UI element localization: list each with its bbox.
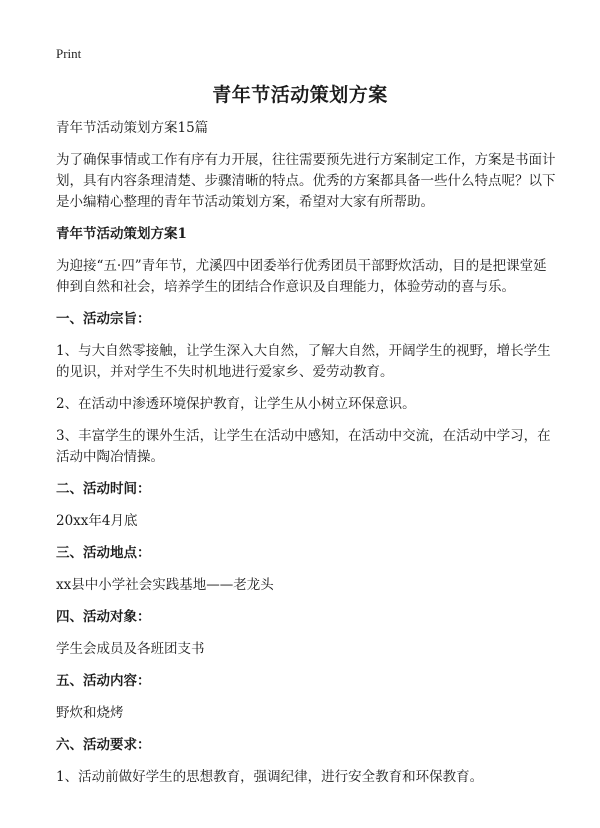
content-value: 野炊和烧烤 — [56, 705, 124, 721]
time-heading: 二、活动时间： — [56, 481, 151, 497]
purpose-item: 1、与大自然零接触，让学生深入大自然，了解大自然，开阔学生的视野，增长学生的见识，并对学生不失时机地进行爱家乡、爱劳动教育。 — [56, 343, 551, 380]
requirement-item: 1、活动前做好学生的思想教育，强调纪律，进行安全教育和环保教育。 — [56, 769, 484, 785]
place-heading: 三、活动地点： — [56, 545, 151, 561]
target-value: 学生会成员及各班团支书 — [56, 641, 205, 657]
target-heading: 四、活动对象： — [56, 609, 151, 625]
purpose-heading: 一、活动宗旨： — [56, 311, 151, 327]
intro-paragraph: 为了确保事情或工作有序有力开展，往往需要预先进行方案制定工作，方案是书面计划，具有内容条理清楚、步骤清晰的特点。优秀的方案都具备一些什么特点呢？以下是小编精心整理的青年节活动策划方案，希望对大家有所帮助。 — [56, 152, 556, 210]
time-value: 20xx年4月底 — [56, 513, 138, 529]
document-subtitle: 青年节活动策划方案15篇 — [56, 120, 209, 136]
place-value: xx县中小学社会实践基地——老龙头 — [56, 577, 274, 593]
section-heading: 青年节活动策划方案1 — [56, 226, 187, 242]
section-intro-paragraph: 为迎接“五·四”青年节，尤溪四中团委举行优秀团员干部野炊活动，目的是把课堂延伸到自然和社会，培养学生的团结合作意识及自理能力，体验劳动的喜与乐。 — [56, 258, 547, 295]
requirement-heading: 六、活动要求： — [56, 737, 151, 753]
purpose-item: 3、丰富学生的课外生活，让学生在活动中感知，在活动中交流，在活动中学习，在活动中陶冶情操。 — [56, 428, 551, 465]
document-title: 青年节活动策划方案 — [212, 84, 388, 106]
document-body — [56, 118, 556, 799]
print-label: Print — [56, 46, 82, 61]
content-heading: 五、活动内容： — [56, 673, 151, 689]
purpose-item: 2、在活动中渗透环境保护教育，让学生从小树立环保意识。 — [56, 396, 416, 412]
